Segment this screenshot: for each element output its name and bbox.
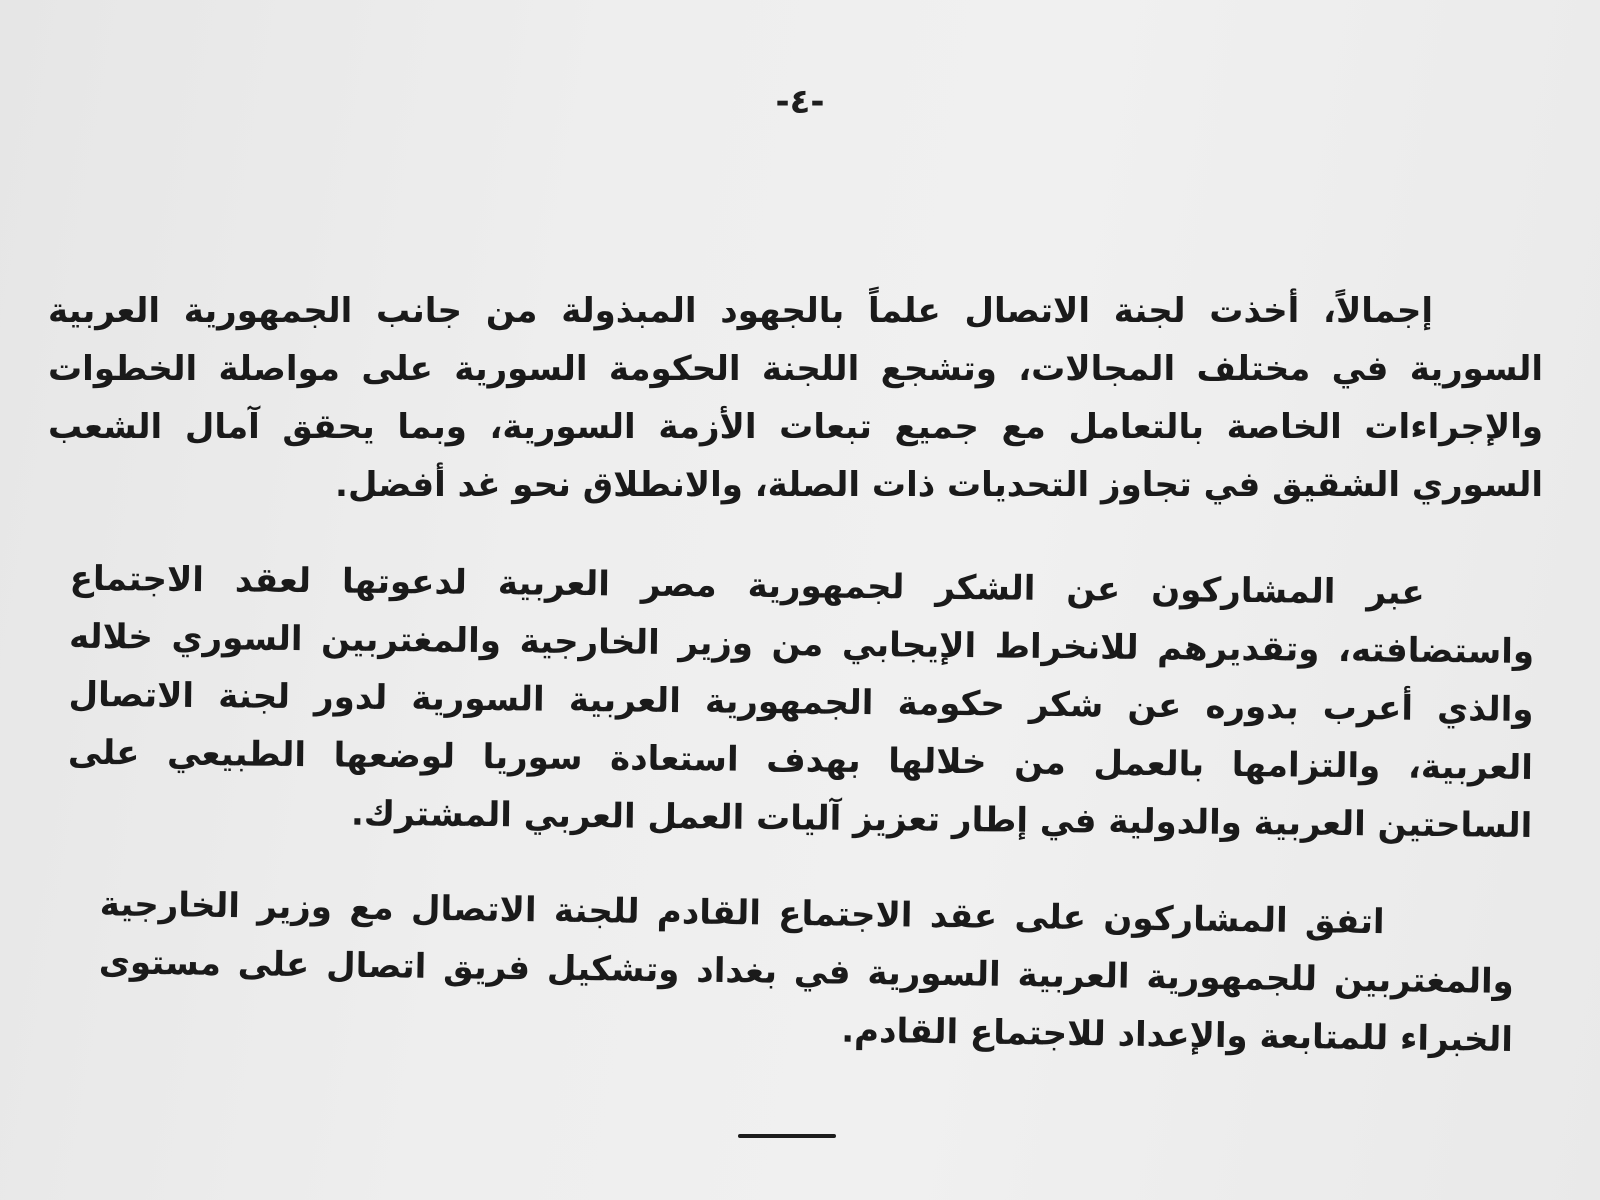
- paragraph-thanks: عبر المشاركون عن الشكر لجمهورية مصر العربية لدعوتها لعقد الاجتماع واستضافته، وتقديرهم للانخراط الإيجابي من وزير الخارجية والمغتربين السوري خلاله والذي أعرب بدوره عن شكر حكومة الجمهورية العربية السورية لدور لجنة الاتصال العربية، والتزامها بالعمل من خلالها بهدف استعادة سوريا لوضعها الطبيعي على الساحتين العربية والدولية في إطار تعزيز آليات العمل العربي المشترك.: [67, 558, 1535, 846]
- end-of-document-rule: [738, 1134, 836, 1138]
- page-number: -٤-: [775, 82, 825, 122]
- paragraph-summary: إجمالاً، أخذت لجنة الاتصال علماً بالجهود المبذولة من جانب الجمهورية العربية السورية في مختلف المجالات، وتشجع اللجنة الحكومة السورية على مواصلة الخطوات والإجراءات الخاصة بالتعامل مع جميع تبعات الأزمة السورية، وبما يحقق آمال الشعب السوري الشقيق في تجاوز التحديات ذات الصلة، والانطلاق نحو غد أفضل.: [48, 291, 1543, 505]
- paragraph-next-meeting: اتفق المشاركون على عقد الاجتماع القادم للجنة الاتصال مع وزير الخارجية والمغتربين للجمهورية العربية السورية في بغداد وتشكيل فريق اتصال على مستوى الخبراء للمتابعة والإعداد للاجتماع القادم.: [98, 884, 1515, 1060]
